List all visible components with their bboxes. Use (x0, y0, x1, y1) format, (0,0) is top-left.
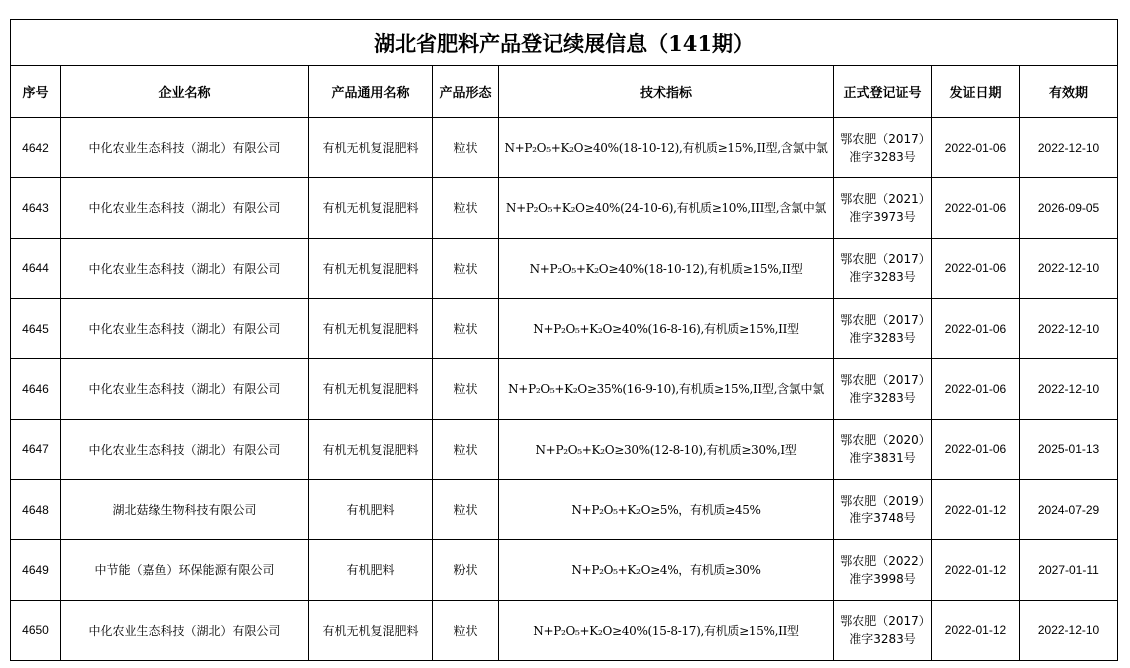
cell-form: 粒状 (433, 298, 499, 358)
cell-issue-date: 2022-01-06 (932, 359, 1020, 419)
cell-company: 中化农业生态科技（湖北）有限公司 (61, 298, 309, 358)
cell-product-name: 有机无机复混肥料 (309, 359, 433, 419)
cell-no: 4643 (11, 178, 61, 238)
cell-product-name: 有机无机复混肥料 (309, 600, 433, 660)
cell-tech: N+P₂O₅+K₂O≥30%(12-8-10),有机质≥30%,I型 (499, 419, 834, 479)
cell-company: 中化农业生态科技（湖北）有限公司 (61, 359, 309, 419)
cell-issue-date: 2022-01-12 (932, 600, 1020, 660)
cell-issue-date: 2022-01-06 (932, 118, 1020, 178)
cell-no: 4647 (11, 419, 61, 479)
cell-no: 4650 (11, 600, 61, 660)
header-issue-date: 发证日期 (932, 66, 1020, 118)
cell-valid-until: 2027-01-11 (1020, 540, 1118, 600)
cell-form: 粒状 (433, 238, 499, 298)
cell-company: 湖北菇缘生物科技有限公司 (61, 479, 309, 539)
cell-company: 中化农业生态科技（湖北）有限公司 (61, 600, 309, 660)
fertilizer-registration-table (10, 19, 1118, 661)
header-no: 序号 (11, 66, 61, 118)
cell-product-name: 有机无机复混肥料 (309, 178, 433, 238)
cell-tech: N+P₂O₅+K₂O≥40%(16-8-16),有机质≥15%,II型 (499, 298, 834, 358)
cell-form: 粒状 (433, 479, 499, 539)
cell-no: 4648 (11, 479, 61, 539)
cell-company: 中化农业生态科技（湖北）有限公司 (61, 118, 309, 178)
cell-issue-date: 2022-01-06 (932, 298, 1020, 358)
cell-form: 粒状 (433, 118, 499, 178)
cell-no: 4649 (11, 540, 61, 600)
cell-cert: 鄂农肥（2017）准字3283号 (834, 298, 932, 358)
cell-company: 中化农业生态科技（湖北）有限公司 (61, 178, 309, 238)
cell-issue-date: 2022-01-12 (932, 479, 1020, 539)
cell-cert: 鄂农肥（2019）准字3748号 (834, 479, 932, 539)
cell-valid-until: 2025-01-13 (1020, 419, 1118, 479)
table-row (11, 419, 1118, 479)
cell-cert: 鄂农肥（2017）准字3283号 (834, 238, 932, 298)
header-company: 企业名称 (61, 66, 309, 118)
cell-form: 粉状 (433, 540, 499, 600)
cell-form: 粒状 (433, 178, 499, 238)
table-row (11, 238, 1118, 298)
table-row (11, 118, 1118, 178)
cell-cert: 鄂农肥（2017）准字3283号 (834, 118, 932, 178)
cell-issue-date: 2022-01-12 (932, 540, 1020, 600)
cell-tech: N+P₂O₅+K₂O≥40%(15-8-17),有机质≥15%,II型 (499, 600, 834, 660)
table-row (11, 540, 1118, 600)
cell-tech: N+P₂O₅+K₂O≥40%(18-10-12),有机质≥15%,II型,含氯中氯 (499, 118, 834, 178)
cell-valid-until: 2022-12-10 (1020, 359, 1118, 419)
cell-valid-until: 2022-12-10 (1020, 118, 1118, 178)
table-row (11, 600, 1118, 660)
header-form: 产品形态 (433, 66, 499, 118)
cell-issue-date: 2022-01-06 (932, 419, 1020, 479)
cell-tech: N+P₂O₅+K₂O≥4%，有机质≥30% (499, 540, 834, 600)
cell-no: 4642 (11, 118, 61, 178)
cell-company: 中化农业生态科技（湖北）有限公司 (61, 419, 309, 479)
cell-valid-until: 2022-12-10 (1020, 238, 1118, 298)
table-row (11, 178, 1118, 238)
cell-cert: 鄂农肥（2021）准字3973号 (834, 178, 932, 238)
cell-no: 4644 (11, 238, 61, 298)
cell-form: 粒状 (433, 419, 499, 479)
cell-valid-until: 2026-09-05 (1020, 178, 1118, 238)
cell-cert: 鄂农肥（2017）准字3283号 (834, 359, 932, 419)
cell-product-name: 有机无机复混肥料 (309, 118, 433, 178)
header-valid-until: 有效期 (1020, 66, 1118, 118)
table-row (11, 479, 1118, 539)
header-product-name: 产品通用名称 (309, 66, 433, 118)
cell-product-name: 有机无机复混肥料 (309, 238, 433, 298)
page-title: 湖北省肥料产品登记续展信息（141期） (11, 20, 1118, 66)
cell-valid-until: 2024-07-29 (1020, 479, 1118, 539)
cell-cert: 鄂农肥（2022）准字3998号 (834, 540, 932, 600)
cell-tech: N+P₂O₅+K₂O≥5%，有机质≥45% (499, 479, 834, 539)
cell-tech: N+P₂O₅+K₂O≥40%(24-10-6),有机质≥10%,III型,含氯中氯 (499, 178, 834, 238)
cell-tech: N+P₂O₅+K₂O≥35%(16-9-10),有机质≥15%,II型,含氯中氯 (499, 359, 834, 419)
header-cert: 正式登记证号 (834, 66, 932, 118)
cell-form: 粒状 (433, 600, 499, 660)
cell-no: 4645 (11, 298, 61, 358)
cell-issue-date: 2022-01-06 (932, 178, 1020, 238)
cell-no: 4646 (11, 359, 61, 419)
cell-cert: 鄂农肥（2020）准字3831号 (834, 419, 932, 479)
cell-company: 中节能（嘉鱼）环保能源有限公司 (61, 540, 309, 600)
cell-cert: 鄂农肥（2017）准字3283号 (834, 600, 932, 660)
header-tech: 技术指标 (499, 66, 834, 118)
cell-issue-date: 2022-01-06 (932, 238, 1020, 298)
cell-product-name: 有机肥料 (309, 479, 433, 539)
cell-product-name: 有机肥料 (309, 540, 433, 600)
table-row (11, 298, 1118, 358)
cell-form: 粒状 (433, 359, 499, 419)
cell-valid-until: 2022-12-10 (1020, 600, 1118, 660)
cell-tech: N+P₂O₅+K₂O≥40%(18-10-12),有机质≥15%,II型 (499, 238, 834, 298)
table-row (11, 359, 1118, 419)
cell-valid-until: 2022-12-10 (1020, 298, 1118, 358)
cell-product-name: 有机无机复混肥料 (309, 298, 433, 358)
header-row (11, 66, 1118, 118)
cell-product-name: 有机无机复混肥料 (309, 419, 433, 479)
cell-company: 中化农业生态科技（湖北）有限公司 (61, 238, 309, 298)
